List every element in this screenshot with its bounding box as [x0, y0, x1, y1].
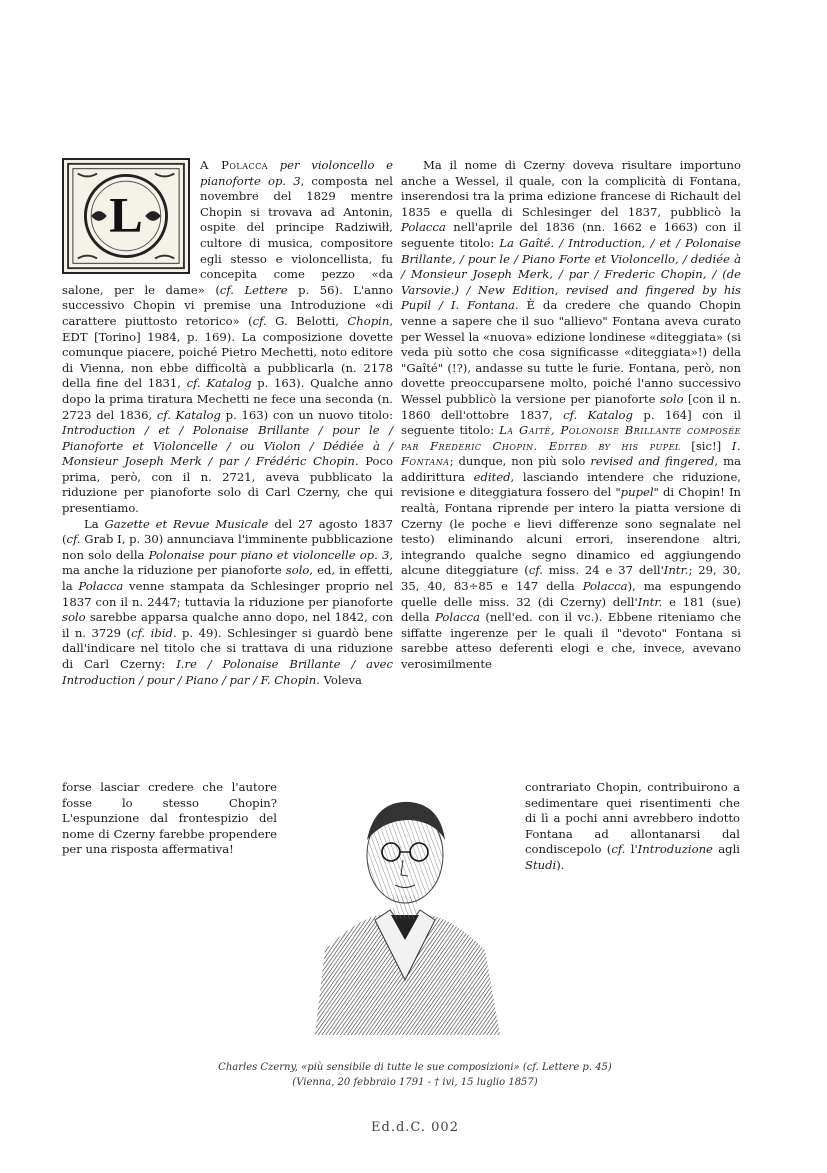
svg-text:L: L	[109, 186, 143, 243]
czerny-portrait	[295, 780, 515, 1035]
right-column	[401, 158, 741, 673]
caption-line-2: (Vienna, 20 febbraio 1791 - † ivi, 15 luglio 1857)	[292, 1077, 538, 1088]
paragraph-2: La Gazette et Revue Musicale del 27 agosto 1837 (cf. Grab I, p. 30) annunciava l'imminente pubblicazione non solo della Polonaise pour piano et violoncelle op. 3, ma anche la riduzione per pianoforte solo, ed, in effetti, la Polacca venne stampata da Schlesinger proprio nel 1837 con il n. 2447; tuttavia la riduzione per pianoforte solo sarebbe apparsa qualche anno dopo, nel 1842, con il n. 3729 (cf. ibid. p. 49). Schlesinger si guardò bene dall'indicare nel titolo che si trattava di una riduzione di Carl Czerny: I.re / Polonaise Brillante / avec Introduction / pour / Piano / par / F. Chopin. Voleva	[62, 516, 394, 687]
caption-line-1: Charles Czerny, «più sensibile di tutte le sue composizioni» (cf. Lettere p. 45)	[218, 1062, 612, 1073]
paragraph-1: L A Polacca per violoncello e pianoforte op. 3, composta nel novembre del 1829 mentre Chopin si trovava ad Antonin, ospite del principe Radziwiłł, cultore di musica, compositore egli stesso e violoncellista, fu concepita come pezzo «da salone, per le dame» (cf. Lettere p. 56). L'anno successivo Chopin vi premise una Introduzione «di carattere piuttosto retorico» (cf. G. Belotti, Chopin, EDT [Torino] 1984, p. 169). La composizione dovette comunque piacere, poiché Pietro Mechetti, noto editore di Vienna, non ebbe difficoltà a pubblicarla (n. 2178 della fine del 1831, cf. Katalog p. 163). Qualche anno dopo la prima tiratura Mechetti ne fece una seconda (n. 2723 del 1836, cf. Katalog p. 163) con un nuovo titolo: Introduction / et / Polonaise Brillante / pour le / Pianoforte et Violoncelle / ou Violon / Dédiée à / Monsieur Joseph Merk / par / Frédéric Chopin. Poco prima, però, con il n. 2721, aveva pubblicato la riduzione per pianoforte solo di Carl Czerny, che qui presentiamo.	[62, 158, 394, 516]
decorated-initial-L	[62, 158, 190, 274]
left-column	[62, 158, 393, 688]
left-wrap-text: forse lasciar credere che l'autore fosse lo stesso Chopin? L'espunzione dal frontespizio del nome di Czerny farebbe propendere per una risposta affermativa!	[62, 780, 277, 857]
page-footer: Ed.d.C. 002	[371, 1120, 459, 1135]
right-wrap-text: contrariato Chopin, contribuirono a sedimentare quei risentimenti che di lì a pochi anni avrebbero indotto Fontana ad allontanarsi dal condiscepolo (cf. l'Introduzione agli Studi).	[525, 780, 741, 872]
paragraph-3: Ma il nome di Czerny doveva risultare importuno anche a Wessel, il quale, con la complicità di Fontana, inserendosi tra la prima edizione francese di Richault del 1835 e quella di Schlesinger del 1837, pubblicò la Polacca nell'aprile del 1836 (nn. 1662 e 1663) con il seguente titolo: La Gaîté. / Introduction, / et / Polonaise Brillante, / pour le / Piano Forte et Violoncello, / dediée à / Monsieur Joseph Merk, / par / Frederic Chopin, / (de Varsovie.) / New Edition, revised and fingered by his Pupil / I. Fontana. È da credere che quando Chopin venne a sapere che il suo "allievo" Fontana aveva curato per Wessel la «nuova» edizione londinese «diteggiata» (si veda più sotto che cosa significasse «diteggiata»!) della "Gaîté" (!?), andasse su tutte le furie. Fontana, però, non dovette preoccuparsene molto, poiché l'anno successivo Wessel pubblicò la versione per pianoforte solo [con il n. 1860 dell'ottobre 1837, cf. Katalog p. 164] con il seguente titolo: La Gaité, Polonoise Brillante composée par Frederic Chopin. Edited by his pupel [sic!] I. Fontana; dunque, non più solo revised and fingered, ma addirittura edited, lasciando intendere che riduzione, revisione e diteggiatura fossero del "pupel" di Chopin! In realtà, Fontana riprende per intero la piatta versione di Czerny (le poche e lievi differenze sono segnalate nel testo) eliminando alcuni errori, inserendone altri, integrando qualche segno dinamico ed aggiungendo alcune diteggiature (cf. miss. 24 e 37 dell'Intr.; 29, 30, 35, 40, 83÷85 e 147 della Polacca), ma espungendo quelle delle miss. 32 (di Czerny) dell'Intr. e 181 (sue) della Polacca (nell'ed. con il vc.). Ebbene riteniamo che siffatte ingerenze per le quali il "devoto" Fontana si sarebbe atteso deferenti elogi e che, invece, avevano verosimilmente	[401, 158, 742, 671]
ornament-icon	[64, 160, 188, 272]
portrait-engraving-icon	[295, 780, 515, 1035]
portrait-caption	[140, 1060, 690, 1090]
